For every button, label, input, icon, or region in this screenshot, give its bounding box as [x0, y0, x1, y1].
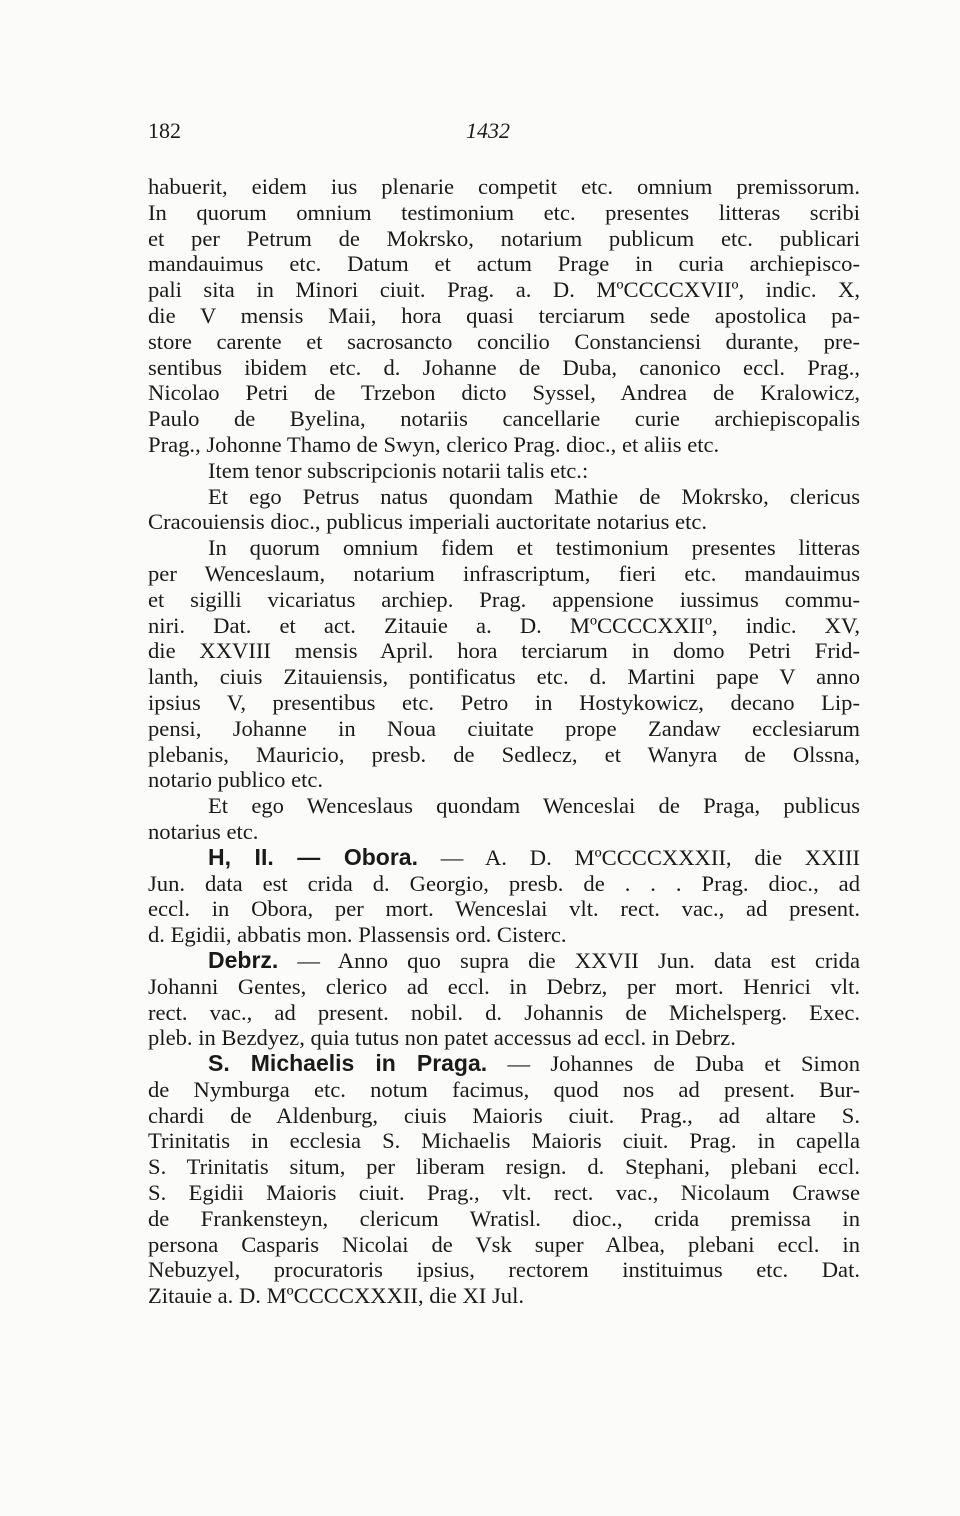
- text-line: de Frankensteyn, clericum Wratisl. dioc., crida premissa in: [148, 1205, 860, 1231]
- text-line: die V mensis Maii, hora quasi terciarum sede apostolica pa-: [148, 302, 860, 328]
- text-line: d. Egidii, abbatis mon. Plassensis ord. Cisterc.: [148, 922, 567, 948]
- entry-first-line-text: — Anno quo supra die XXVII Jun. data est crida: [278, 947, 860, 973]
- entry-debrz: [148, 948, 860, 1051]
- text-line: chardi de Aldenburg, ciuis Maioris ciuit. Prag., ad altare S.: [148, 1102, 860, 1128]
- text-line: In quorum omnium testimonium etc. presentes litteras scribi: [148, 199, 860, 225]
- entry-heading: H, II. — Obora.: [208, 844, 418, 870]
- entry-obora: [148, 845, 860, 948]
- text-line: pali sita in Minori ciuit. Prag. a. D. MºCCCCXVIIº, indic. X,: [148, 277, 860, 303]
- text-line: persona Casparis Nicolai de Vsk super Albea, plebani eccl. in: [148, 1231, 860, 1257]
- text-line: et sigilli vicariatus archiep. Prag. appensione iussimus commu-: [148, 586, 860, 612]
- text-line: In quorum omnium fidem et testimonium presentes litteras: [208, 535, 860, 561]
- text-line: rect. vac., ad present. nobil. d. Johannis de Michelsperg. Exec.: [148, 999, 860, 1025]
- page-header: [148, 118, 860, 150]
- text-line: plebanis, Mauricio, presb. de Sedlecz, et Wanyra de Olssna,: [148, 741, 860, 767]
- paragraph-4: [148, 535, 860, 793]
- text-line: mandauimus etc. Datum et actum Prage in curia archiepisco-: [148, 251, 860, 277]
- text-line: Nicolao Petri de Trzebon dicto Syssel, Andrea de Kralowicz,: [148, 380, 860, 406]
- paragraph-3: [148, 484, 860, 536]
- entry-first-line: [148, 948, 860, 974]
- text-line: ipsius V, presentibus etc. Petro in Hostykowicz, decano Lip-: [148, 689, 860, 715]
- text-line: et per Petrum de Mokrsko, notarium publicum etc. publicari: [148, 225, 860, 251]
- entry-first-line-text: — A. D. MºCCCCXXXII, die XXIII: [417, 844, 860, 870]
- text-line: Prag., Johonne Thamo de Swyn, clerico Prag. dioc., et aliis etc.: [148, 431, 720, 457]
- page-number: 182: [148, 118, 181, 143]
- text-line: Et ego Petrus natus quondam Mathie de Mokrsko, clericus: [208, 483, 860, 509]
- text-line: pensi, Johanne in Noua ciuitate prope Zandaw ecclesiarum: [148, 715, 860, 741]
- text-line: notarius etc.: [148, 818, 259, 844]
- text-line: Trinitatis in ecclesia S. Michaelis Maioris ciuit. Prag. in capella: [148, 1128, 860, 1154]
- entry-heading: S. Michaelis in Praga.: [208, 1051, 488, 1077]
- text-line: Johanni Gentes, clerico ad eccl. in Debrz, per mort. Henrici vlt.: [148, 973, 860, 999]
- text-line: Zitauie a. D. MºCCCCXXXII, die XI Jul.: [148, 1283, 524, 1309]
- text-line: Paulo de Byelina, notariis cancellarie curie archiepiscopalis: [148, 406, 860, 432]
- paragraph-2: [148, 458, 860, 484]
- text-line: Jun. data est crida d. Georgio, presb. de . . . Prag. dioc., ad: [148, 870, 860, 896]
- entry-first-line-text: — Johannes de Duba et Simon: [487, 1051, 860, 1077]
- text-line: notario publico etc.: [148, 767, 324, 793]
- text-line: S. Egidii Maioris ciuit. Prag., vlt. rect. vac., Nicolaum Crawse: [148, 1180, 860, 1206]
- text-line: sentibus ibidem etc. d. Johanne de Duba, canonico eccl. Prag.,: [148, 354, 860, 380]
- entry-michaelis: [148, 1051, 860, 1309]
- text-line: lanth, ciuis Zitauiensis, pontificatus etc. d. Martini pape V anno: [148, 664, 860, 690]
- main-text: [148, 174, 860, 1309]
- entry-heading: Debrz.: [208, 947, 279, 973]
- running-year: 1432: [466, 118, 510, 143]
- paragraph-1: [148, 174, 860, 458]
- text-line: store carente et sacrosancto concilio Constanciensi durante, pre-: [148, 328, 860, 354]
- entry-first-line: [148, 845, 860, 871]
- text-line: S. Trinitatis situm, per liberam resign. d. Stephani, plebani eccl.: [148, 1154, 860, 1180]
- entry-first-line: [148, 1051, 860, 1077]
- text-line: niri. Dat. et act. Zitauie a. D. MºCCCCXXIIº, indic. XV,: [148, 612, 860, 638]
- text-line: pleb. in Bezdyez, quia tutus non patet accessus ad eccl. in Debrz.: [148, 1025, 736, 1051]
- text-line: die XXVIII mensis April. hora terciarum in domo Petri Frid-: [148, 638, 860, 664]
- text-line: habuerit, eidem ius plenarie competit etc. omnium premissorum.: [148, 174, 860, 199]
- paragraph-5: [148, 793, 860, 845]
- text-line: de Nymburga etc. notum facimus, quod nos ad present. Bur-: [148, 1076, 860, 1102]
- text-line: Et ego Wenceslaus quondam Wenceslai de Praga, publicus: [208, 793, 860, 819]
- text-line: per Wenceslaum, notarium infrascriptum, fieri etc. mandauimus: [148, 560, 860, 586]
- text-line: Cracouiensis dioc., publicus imperiali auctoritate notarius etc.: [148, 509, 708, 535]
- text-line: Nebuzyel, procuratoris ipsius, rectorem instituimus etc. Dat.: [148, 1257, 860, 1283]
- text-line: Item tenor subscripcionis notarii talis etc.:: [208, 457, 589, 483]
- text-line: eccl. in Obora, per mort. Wenceslai vlt. rect. vac., ad present.: [148, 896, 860, 922]
